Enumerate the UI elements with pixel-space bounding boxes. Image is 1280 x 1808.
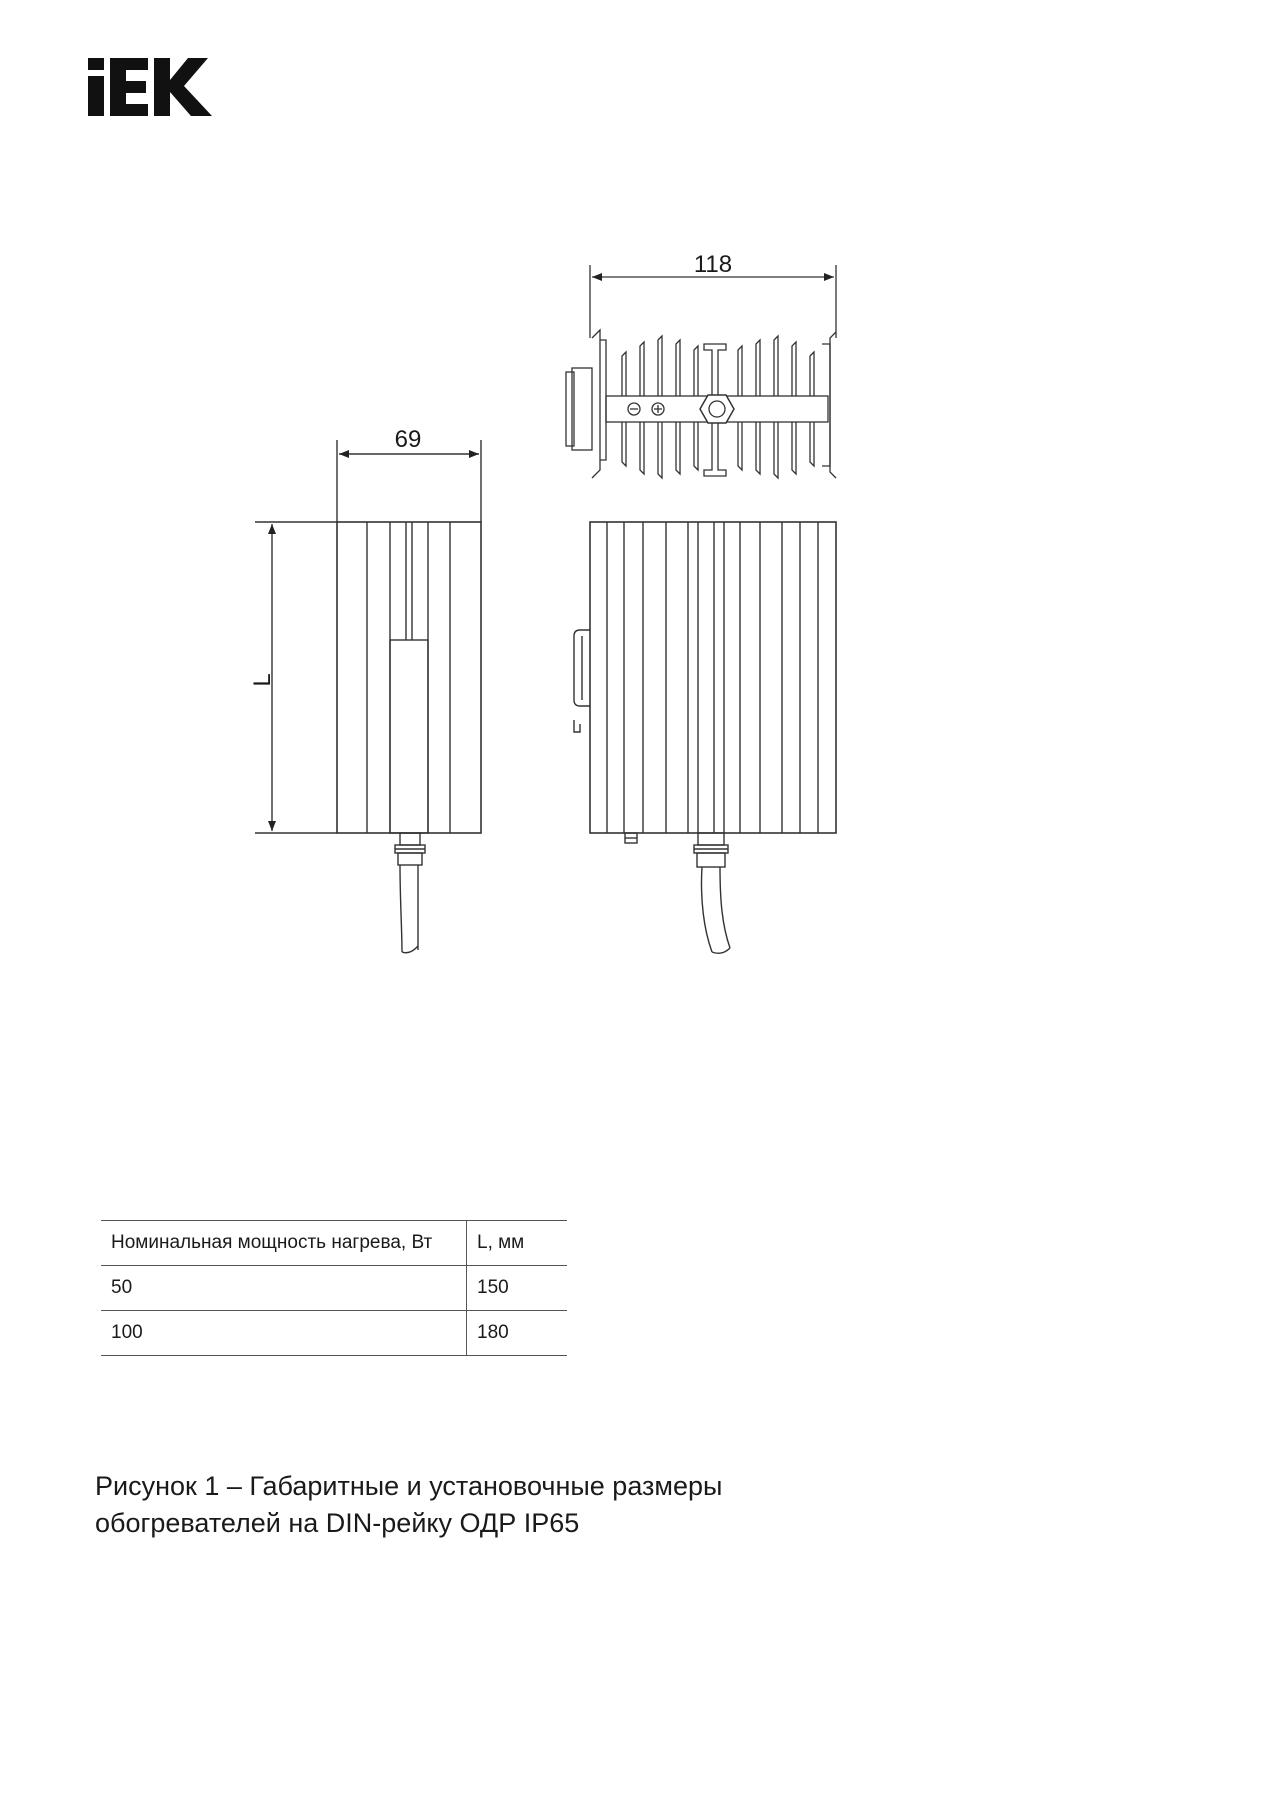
top-view: [566, 265, 836, 478]
dimension-l-label: L: [249, 673, 276, 687]
front-view: [574, 522, 836, 953]
table-cell-length: 180: [467, 1311, 568, 1356]
dimension-69-label: 69: [394, 426, 422, 453]
caption-line-1: Рисунок 1 – Габаритные и установочные размеры: [95, 1471, 723, 1501]
table-cell-power: 50: [101, 1266, 467, 1311]
table-header-row: [101, 1221, 567, 1266]
dimension-118-label: 118: [693, 251, 733, 278]
table-header-length: L, мм: [467, 1221, 568, 1266]
table-row: [101, 1266, 567, 1311]
figure-caption: [95, 1468, 995, 1542]
table-cell-power: 100: [101, 1311, 467, 1356]
power-length-table: [101, 1220, 567, 1356]
caption-line-2: обогревателей на DIN-рейку ОДР IP65: [95, 1508, 580, 1538]
side-view: [255, 440, 481, 953]
table-cell-length: 150: [467, 1266, 568, 1311]
table-row: [101, 1311, 567, 1356]
table-header-power: Номинальная мощность нагрева, Вт: [101, 1221, 467, 1266]
